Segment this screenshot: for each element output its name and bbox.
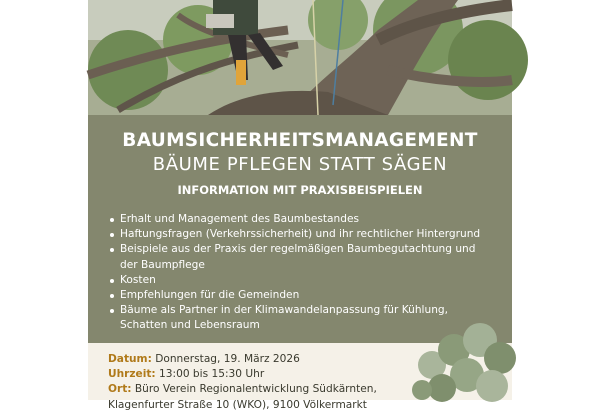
time-row xyxy=(108,367,377,382)
poster-title: BAUMSICHERHEITSMANAGEMENT xyxy=(122,130,478,151)
event-poster xyxy=(88,0,512,411)
date-value: Donnerstag, 19. März 2026 xyxy=(155,353,300,365)
place-row xyxy=(108,382,377,397)
topic-item: Bäume als Partner in der Klimawandelanpassung für Kühlung, xyxy=(110,303,500,318)
address-value: Klagenfurter Straße 10 (WKO), 9100 Völkermarkt xyxy=(108,398,367,411)
date-row xyxy=(108,352,377,367)
topic-item: Erhalt und Management des Baumbestandes xyxy=(110,212,500,227)
address-row xyxy=(108,398,377,413)
topic-item-continuation: der Baumpflege xyxy=(120,258,205,271)
topic-item: Empfehlungen für die Gemeinden xyxy=(110,288,500,303)
arborist-tree-photo xyxy=(88,0,512,115)
poster-subtitle: BÄUME PFLEGEN STATT SÄGEN xyxy=(152,154,448,175)
leaf-cluster-icon xyxy=(412,320,512,400)
time-value: 13:00 bis 15:30 Uhr xyxy=(159,368,265,381)
time-label: Uhrzeit: xyxy=(108,368,156,381)
topic-item: Haftungsfragen (Verkehrssicherheit) und ihr rechtlicher Hintergrund xyxy=(110,227,500,242)
event-details xyxy=(88,343,512,411)
place-value: Büro Verein Regionalentwicklung Südkärnten, xyxy=(134,383,377,396)
topic-panel xyxy=(88,115,512,343)
topic-item: Kosten xyxy=(110,273,500,288)
topic-item: Beispiele aus der Praxis der regelmäßigen Baumbegutachtung und xyxy=(110,242,500,257)
place-label: Ort: xyxy=(108,383,132,396)
poster-tagline: INFORMATION MIT PRAXISBEISPIELEN xyxy=(177,183,423,197)
topic-list xyxy=(110,212,500,334)
date-label: Datum: xyxy=(108,353,152,365)
topic-item-continuation: Schatten und Lebensraum xyxy=(120,319,260,332)
